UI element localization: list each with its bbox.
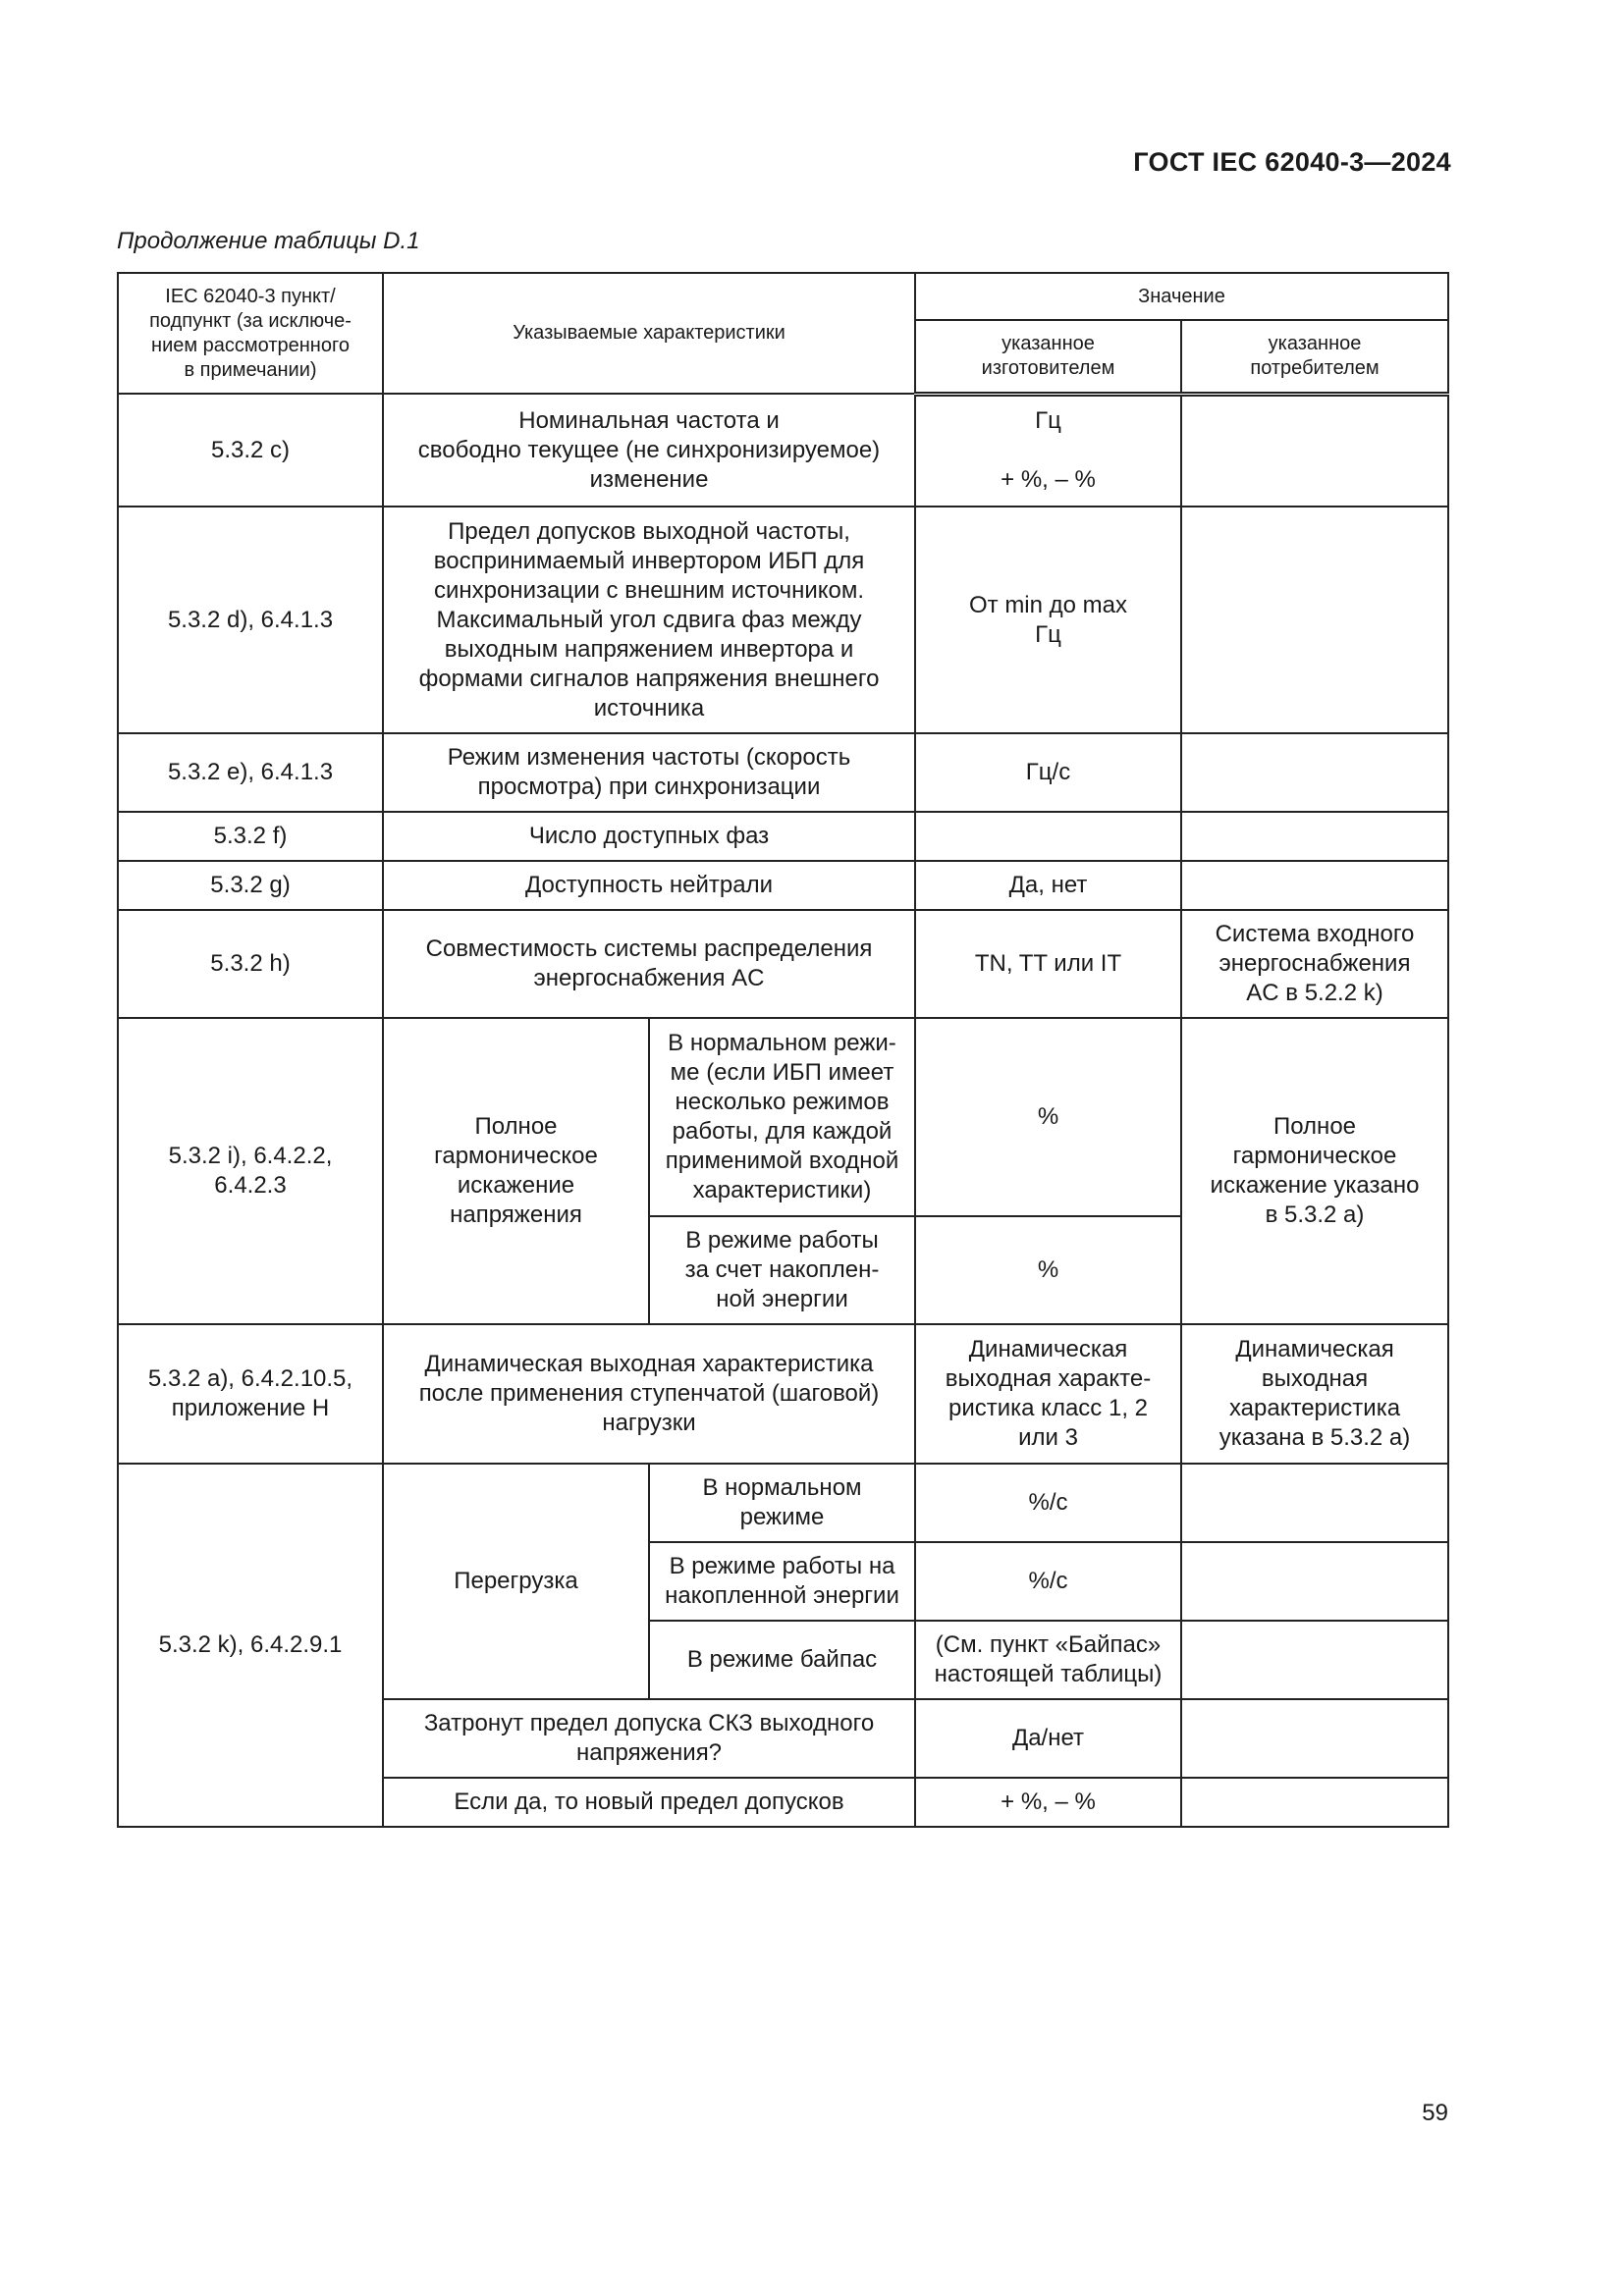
- characteristic-cell: Номинальная частота и свободно текущее (не синхронизируемое) изменение: [383, 394, 915, 507]
- manufacturer-value-cell: (См. пункт «Байпас» настоящей таблицы): [915, 1621, 1181, 1699]
- table-row: [118, 1324, 1448, 1464]
- table-row: [118, 861, 1448, 910]
- consumer-value-cell: Система входного энергоснабжения AC в 5.2.2 k): [1181, 910, 1448, 1018]
- sub-characteristic-cell: В режиме работы на накопленной энергии: [649, 1542, 915, 1621]
- table-row: [118, 812, 1448, 861]
- clause-cell: 5.3.2 k), 6.4.2.9.1: [118, 1464, 383, 1827]
- clause-cell: 5.3.2 g): [118, 861, 383, 910]
- header-by-manufacturer: указанное изготовителем: [915, 320, 1181, 394]
- header-by-consumer: указанное потребителем: [1181, 320, 1448, 394]
- consumer-value-cell: [1181, 733, 1448, 812]
- clause-cell: 5.3.2 e), 6.4.1.3: [118, 733, 383, 812]
- clause-cell: 5.3.2 a), 6.4.2.10.5, приложение H: [118, 1324, 383, 1464]
- document-code: ГОСТ IEC 62040-3—2024: [1133, 147, 1451, 177]
- characteristic-cell: Число доступных фаз: [383, 812, 915, 861]
- table-caption: Продолжение таблицы D.1: [117, 228, 420, 254]
- characteristic-cell: Режим изменения частоты (скорость просмотра) при синхронизации: [383, 733, 915, 812]
- characteristic-cell: Полное гармоническое искажение напряжения: [383, 1018, 649, 1324]
- manufacturer-value-cell: TN, TT или IT: [915, 910, 1181, 1018]
- header-value: Значение: [915, 273, 1448, 320]
- table-row: [118, 1464, 1448, 1542]
- clause-cell: 5.3.2 h): [118, 910, 383, 1018]
- consumer-value-cell: [1181, 812, 1448, 861]
- manufacturer-value-cell: Да, нет: [915, 861, 1181, 910]
- header-characteristics: Указываемые характеристики: [383, 273, 915, 394]
- table-row: [118, 910, 1448, 1018]
- manufacturer-value-cell: %/с: [915, 1464, 1181, 1542]
- table-row: [118, 394, 1448, 507]
- spec-table: [117, 272, 1449, 1828]
- consumer-value-cell: [1181, 1542, 1448, 1621]
- characteristic-cell: Предел допусков выходной частоты, воспринимаемый инвертором ИБП для синхронизации с внешним источником. Максимальный угол сдвига фаз между выходным напряжением инвертора и формами сигналов напряжения внешнего источника: [383, 507, 915, 733]
- consumer-value-cell: [1181, 1621, 1448, 1699]
- consumer-value-cell: [1181, 507, 1448, 733]
- manufacturer-value-cell: Гц + %, – %: [915, 394, 1181, 507]
- clause-cell: 5.3.2 i), 6.4.2.2, 6.4.2.3: [118, 1018, 383, 1324]
- characteristic-cell: Совместимость системы распределения энергоснабжения AC: [383, 910, 915, 1018]
- manufacturer-value-cell: Динамическая выходная характе- ристика класс 1, 2 или 3: [915, 1324, 1181, 1464]
- consumer-value-cell: [1181, 1699, 1448, 1778]
- consumer-value-cell: Динамическая выходная характеристика указана в 5.3.2 a): [1181, 1324, 1448, 1464]
- clause-cell: 5.3.2 f): [118, 812, 383, 861]
- characteristic-cell: Динамическая выходная характеристика после применения ступенчатой (шаговой) нагрузки: [383, 1324, 915, 1464]
- header-clause: IEC 62040-3 пункт/ подпункт (за исключе- нием рассмотренного в примечании): [118, 273, 383, 394]
- sub-characteristic-cell: В нормальном режиме: [649, 1464, 915, 1542]
- manufacturer-value-cell: %: [915, 1018, 1181, 1216]
- clause-cell: 5.3.2 d), 6.4.1.3: [118, 507, 383, 733]
- consumer-value-cell: [1181, 1778, 1448, 1827]
- manufacturer-value-cell: %: [915, 1216, 1181, 1324]
- sub-characteristic-cell: В режиме байпас: [649, 1621, 915, 1699]
- manufacturer-value-cell: + %, – %: [915, 1778, 1181, 1827]
- table-row: [118, 1018, 1448, 1216]
- characteristic-cell: Если да, то новый предел допусков: [383, 1778, 915, 1827]
- sub-characteristic-cell: В режиме работы за счет накоплен- ной энергии: [649, 1216, 915, 1324]
- manufacturer-value-cell: %/с: [915, 1542, 1181, 1621]
- characteristic-cell: Затронут предел допуска СКЗ выходного напряжения?: [383, 1699, 915, 1778]
- consumer-value-cell: [1181, 861, 1448, 910]
- consumer-value-cell: [1181, 1464, 1448, 1542]
- manufacturer-value-cell: От min до max Гц: [915, 507, 1181, 733]
- consumer-value-cell: Полное гармоническое искажение указано в 5.3.2 a): [1181, 1018, 1448, 1324]
- consumer-value-cell: [1181, 394, 1448, 507]
- table-row: [118, 733, 1448, 812]
- manufacturer-value-cell: Гц/с: [915, 733, 1181, 812]
- clause-cell: 5.3.2 c): [118, 394, 383, 507]
- table-row: [118, 507, 1448, 733]
- characteristic-cell: Перегрузка: [383, 1464, 649, 1699]
- manufacturer-value-cell: Да/нет: [915, 1699, 1181, 1778]
- characteristic-cell: Доступность нейтрали: [383, 861, 915, 910]
- sub-characteristic-cell: В нормальном режи- ме (если ИБП имеет несколько режимов работы, для каждой применимой входной характеристики): [649, 1018, 915, 1216]
- manufacturer-value-cell: [915, 812, 1181, 861]
- page-number: 59: [1422, 2100, 1448, 2126]
